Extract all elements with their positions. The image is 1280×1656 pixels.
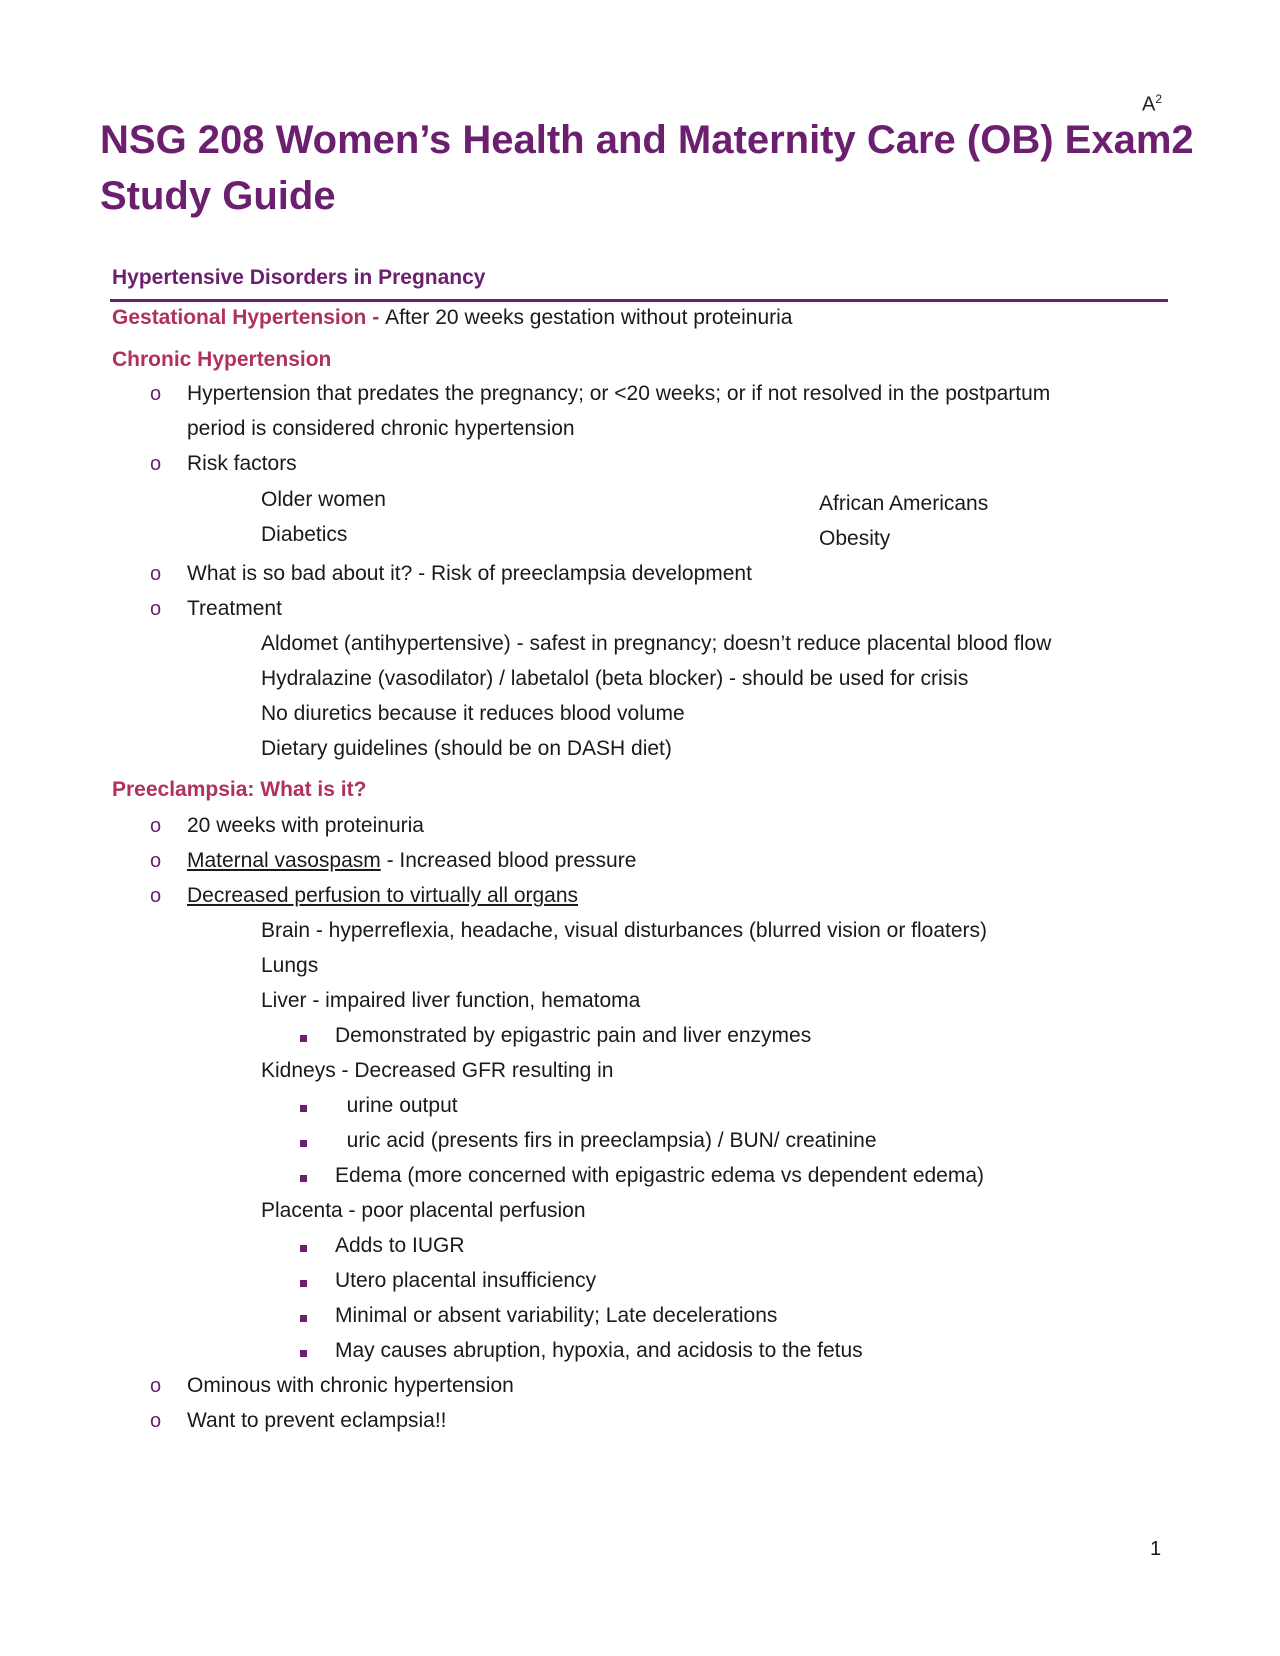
bullet-marker: o bbox=[150, 563, 162, 585]
bullet-marker: o bbox=[150, 1410, 162, 1432]
square-bullet-icon bbox=[300, 1140, 307, 1147]
header-mark: $A^2$ bbox=[1142, 92, 1163, 116]
chronic-heading: Chronic Hypertension bbox=[112, 348, 332, 371]
square-bullet-icon bbox=[300, 1315, 307, 1322]
risk-factor-item: African Americans bbox=[819, 492, 989, 515]
page-number: 1 bbox=[1150, 1538, 1162, 1560]
perfusion-term: Decreased perfusion to virtually all organs bbox=[187, 884, 579, 907]
section-heading: Hypertensive Disorders in Pregnancy bbox=[112, 266, 486, 289]
organ-subitem: May causes abruption, hypoxia, and acidosis to the fetus bbox=[335, 1339, 863, 1362]
square-bullet-icon bbox=[300, 1280, 307, 1287]
square-bullet-icon bbox=[300, 1245, 307, 1252]
bullet-marker: o bbox=[150, 453, 162, 475]
bullet-marker: o bbox=[150, 850, 162, 872]
risk-factor-item: Obesity bbox=[819, 527, 891, 550]
organ-subitem: Utero placental insufficiency bbox=[335, 1269, 597, 1292]
gestational-hypertension-line bbox=[112, 306, 792, 330]
square-bullet-icon bbox=[300, 1105, 307, 1112]
treatment-item: Dietary guidelines (should be on DASH diet) bbox=[261, 737, 672, 760]
organ-subitem: uric acid (presents firs in preeclampsia) / BUN/ creatinine bbox=[335, 1129, 877, 1152]
risk-factor-item: Older women bbox=[261, 488, 386, 511]
organ-subitem: Demonstrated by epigastric pain and liver enzymes bbox=[335, 1024, 812, 1047]
treatment-item: No diuretics because it reduces blood volume bbox=[261, 702, 685, 725]
organ-item: Placenta - poor placental perfusion bbox=[261, 1199, 586, 1222]
risk-factors-label: Risk factors bbox=[187, 452, 297, 475]
organ-item: Lungs bbox=[261, 954, 319, 977]
gestational-label: Gestational Hypertension - bbox=[112, 306, 386, 329]
treatment-item: Aldomet (antihypertensive) - safest in pregnancy; doesn’t reduce placental blood flow bbox=[261, 632, 1052, 655]
preeclampsia-item: 20 weeks with proteinuria bbox=[187, 814, 424, 837]
chronic-definition: Hypertension that predates the pregnancy; or <20 weeks; or if not resolved in the postpartum bbox=[187, 382, 1051, 405]
treatment-label: Treatment bbox=[187, 597, 282, 620]
square-bullet-icon bbox=[300, 1350, 307, 1357]
section-divider bbox=[110, 299, 1168, 302]
square-bullet-icon bbox=[300, 1175, 307, 1182]
bullet-marker: o bbox=[150, 1375, 162, 1397]
vasospasm-text: - Increased blood pressure bbox=[380, 849, 637, 872]
preeclampsia-item: Want to prevent eclampsia!! bbox=[187, 1409, 447, 1432]
bullet-marker: o bbox=[150, 383, 162, 405]
chronic-definition-cont: period is considered chronic hypertension bbox=[187, 417, 575, 440]
page-title: NSG 208 Women’s Health and Maternity Care (OB) Exam2 Study Guide bbox=[100, 118, 1194, 218]
organ-subitem: Minimal or absent variability; Late decelerations bbox=[335, 1304, 778, 1327]
organ-item: Liver - impaired liver function, hematoma bbox=[261, 989, 641, 1012]
vasospasm-term: Maternal vasospasm bbox=[187, 849, 381, 872]
organ-item: Kidneys - Decreased GFR resulting in bbox=[261, 1059, 614, 1082]
organ-subitem: urine output bbox=[335, 1094, 458, 1117]
preeclampsia-item: Ominous with chronic hypertension bbox=[187, 1374, 514, 1397]
square-bullet-icon bbox=[300, 1035, 307, 1042]
organ-item: Brain - hyperreflexia, headache, visual disturbances (blurred vision or floaters) bbox=[261, 919, 988, 942]
gestational-text: After 20 weeks gestation without proteinuria bbox=[385, 306, 793, 329]
preeclampsia-heading: Preeclampsia: What is it? bbox=[112, 778, 367, 801]
bullet-marker: o bbox=[150, 885, 162, 907]
organ-subitem: Edema (more concerned with epigastric edema vs dependent edema) bbox=[335, 1164, 985, 1187]
bullet-marker: o bbox=[150, 598, 162, 620]
risk-factor-item: Diabetics bbox=[261, 523, 348, 546]
chronic-risk-statement: What is so bad about it? - Risk of preeclampsia development bbox=[187, 562, 752, 585]
bullet-marker: o bbox=[150, 815, 162, 837]
preeclampsia-item bbox=[187, 849, 636, 873]
treatment-item: Hydralazine (vasodilator) / labetalol (beta blocker) - should be used for crisis bbox=[261, 667, 969, 690]
organ-subitem: Adds to IUGR bbox=[335, 1234, 465, 1257]
